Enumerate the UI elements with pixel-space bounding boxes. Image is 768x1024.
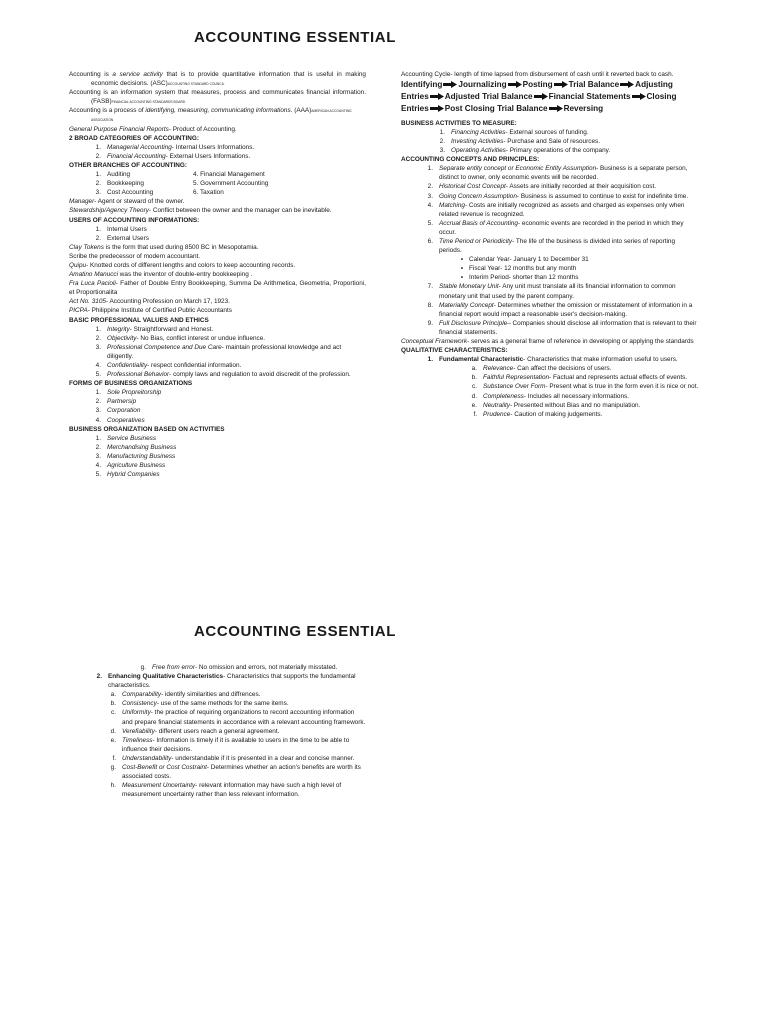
list-text: Manufacturing Business [107, 452, 176, 460]
list-number: 3. [95, 452, 101, 460]
cycle-step: Financial Statements [548, 91, 631, 101]
cycle-step: Adjusted Trial Balance [444, 91, 533, 101]
measure-list [401, 128, 699, 155]
list-item [431, 137, 699, 146]
cycle-definition: Accounting Cycle- length of time lapsed from disbursement of cash until it reverted back to cash. [401, 71, 674, 78]
other-branches-list [69, 170, 366, 197]
list-item [419, 201, 699, 219]
page2-column [88, 663, 366, 799]
list-text: Relevance- Can affect the decisions of users. [483, 365, 612, 373]
list-text: Comparability- identify similarities and diffrences. [122, 691, 261, 699]
list-item [87, 370, 366, 379]
list-item [87, 325, 366, 334]
cycle-step: Journalizing [458, 80, 507, 90]
other-branches-heading: OTHER BRANCHES OF ACCOUNTING: [69, 161, 187, 169]
right-column [401, 70, 699, 419]
list-item [102, 736, 366, 754]
list-number: d. [471, 392, 477, 400]
list-item [419, 282, 699, 300]
left-column [69, 70, 366, 479]
list-number: g. [110, 764, 116, 772]
list-text: Neutrality- Presented without Bias and no manipulation. [483, 401, 641, 409]
list-item [87, 152, 366, 161]
list-item [87, 443, 366, 452]
clay-tokens-line: Clay Tokens is the form that used during 8500 BC in Mesopotamia. [69, 243, 259, 251]
broad-categories-list [69, 143, 366, 161]
periods-list [401, 255, 699, 282]
list-number: 5. [427, 219, 433, 227]
fundamental-list [401, 364, 699, 419]
list-item [463, 373, 699, 382]
list-number: e. [110, 736, 116, 744]
list-text: Going Concern Assumption- Business is assumed to continue to exist for indefinite time. [439, 192, 689, 200]
list-text: Consistency- use of the same methods for the same items. [122, 700, 289, 708]
bullet-item: ▪ Interim Period- shorter than 12 months [460, 274, 579, 282]
list-text: Confidentiality- respect confidential information. [107, 362, 242, 369]
list-number: f. [112, 754, 116, 762]
list-text: Operating Activities- Primary operations of the company. [451, 147, 611, 155]
broad-categories-heading: 2 BROAD CATEGORIES OF ACCOUNTING: [69, 134, 199, 142]
list-number: 5. [95, 371, 101, 379]
list-item [87, 361, 366, 370]
arrow-right-icon [430, 93, 444, 100]
list-text: Professional Behavior- comply laws and regulation to avoid discredit of the profession. [107, 371, 351, 379]
list-text: Matching- Costs are initially recognized as assets and charged as expenses only when related revenue is recognized. [439, 201, 685, 218]
list-number: 7. [427, 283, 433, 291]
list-text: Separate entity concept or Economic Entity Assumption- Business is a separate person, distinct to owner, only economic events will be recorded. [439, 165, 688, 182]
list-text: Corporation [107, 407, 141, 415]
list-item [463, 382, 699, 391]
arrow-right-icon [620, 81, 634, 88]
list-text: External Users [107, 234, 149, 242]
stewardship-line: Stewardship/Agency Theory- Conflict between the owner and the manager can be inevitable. [69, 207, 332, 215]
arrow-right-icon [430, 105, 444, 112]
gpfr-line: General Purpose Financial Reports- Product of Accounting. [69, 125, 237, 133]
activities-heading: BUSINESS ORGANIZATION BASED ON ACTIVITIES [69, 425, 225, 433]
page-title: ACCOUNTING ESSENTIAL [193, 29, 396, 46]
list-number: h. [110, 782, 116, 790]
list-item [102, 763, 366, 781]
list-text: Managerial Accounting- Internal Users Informations. [107, 143, 255, 151]
list-item [87, 406, 366, 415]
list-text: Internal Users [107, 225, 147, 233]
accounting-cycle-flow [401, 79, 699, 115]
list-item [419, 301, 699, 319]
arrow-right-icon [632, 93, 646, 100]
picpa-line: PICPA- Philippine Institute of Certified Public Accountants [69, 307, 232, 315]
list-item: 2. Bookkeeping 5. Government Accounting [95, 180, 269, 188]
users-heading: USERS OF ACCOUNTING INFORMATIONS: [69, 216, 200, 224]
arrow-right-icon [443, 81, 457, 88]
list-item [87, 234, 366, 243]
list-text: Hybrid Companies [107, 471, 160, 479]
list-number: b. [110, 700, 116, 708]
list-text: Prudence- Caution of making judgements. [483, 410, 603, 418]
list-number: 8. [427, 301, 433, 309]
list-item [87, 388, 366, 397]
list-number: 1. [95, 389, 101, 397]
list-number: 2. [439, 137, 445, 145]
list-text: Objectivity- No Bias, conflict interest or undue influence. [107, 334, 266, 342]
list-text: Completeness- Includes all necessary informations. [483, 392, 629, 400]
list-text: Integrity- Straightforward and Honest. [107, 325, 214, 333]
cycle-step: Reversing [563, 103, 604, 113]
cycle-step: Closing Entries [401, 91, 677, 113]
list-number: 4. [95, 362, 101, 369]
list-text: Financing Activities- External sources of funding. [451, 128, 589, 136]
list-item [463, 364, 699, 373]
list-item: 3. Cost Accounting 6. Taxation [95, 189, 224, 197]
list-item [102, 781, 366, 799]
list-item: 1. Auditing 4. Financial Management [95, 171, 265, 179]
list-item [419, 319, 699, 337]
concepts-heading: ACCOUNTING CONCEPTS AND PRINCIPLES: [401, 156, 540, 164]
list-text: Substance Over Form- Present what is true in the form even it is nice or not. [483, 383, 699, 391]
cycle-step: Identifying [401, 80, 443, 90]
list-number: 3. [439, 147, 445, 155]
fundamental-item: 1. Fundamental Characteristic- Characteristics that make information useful to users. [427, 356, 678, 364]
list-item [102, 699, 366, 708]
list-number: d. [110, 727, 116, 735]
list-number: 2. [95, 234, 101, 242]
list-text: Historical Cost Concept- Assets are initially recorded at their acquisition cost. [439, 183, 657, 191]
list-item [419, 192, 699, 201]
list-number: 2. [95, 398, 101, 406]
arrow-right-icon [549, 105, 563, 112]
list-number: 4. [95, 462, 101, 470]
list-item [102, 690, 366, 699]
list-number: 1. [95, 143, 101, 151]
arrow-right-icon [534, 93, 548, 100]
list-number: 1. [95, 225, 101, 233]
quipu-line: Quipu- Knotted cords of different lengths and colors to keep accounting records. [69, 261, 296, 269]
list-item [419, 164, 699, 182]
list-item [431, 128, 699, 137]
forms-heading: FORMS OF BUSINESS ORGANIZATIONS [69, 380, 193, 388]
list-item [463, 401, 699, 410]
list-item [87, 397, 366, 406]
list-item [463, 392, 699, 401]
list-text: Agriculture Business [107, 462, 166, 470]
list-item [87, 143, 366, 152]
list-item [87, 434, 366, 443]
list-number: 2. [95, 334, 101, 342]
manager-line: Manager- Agent or steward of the owner. [69, 198, 185, 206]
list-number: 1. [95, 325, 101, 333]
list-text: Faithful Representation- Factual and represents actual effects of events. [483, 374, 688, 382]
list-item [87, 416, 366, 425]
list-number: 2. [95, 443, 101, 451]
list-number: 5. [95, 471, 101, 479]
definition-fasb: Accounting is an information system that measures, process and communicates financial information. (FASB)FINANCIAL ACCOUNTING STANDARDS BOARD [69, 89, 367, 106]
list-text: Materiality Concept- Determines whether the omission or misstatement of information in a financial report would impact a reasonable user's decision-making. [439, 301, 693, 318]
qualitative-heading: QUALITATIVE CHARACTERISTICS: [401, 347, 508, 355]
list-item [102, 754, 366, 763]
concepts-list-continued [401, 282, 699, 337]
list-item [87, 470, 366, 479]
list-text: Uniformity- the practice of requiring organizations to record accounting information and prepare financial statements in accordance with a relevant accounting framework. [122, 709, 366, 726]
list-text: Verefiability- different users reach a general agreement. [122, 727, 280, 735]
cycle-step: Adjusting Entries [401, 80, 673, 101]
cycle-step: Trial Balance [568, 80, 620, 90]
list-text: Partnersip [107, 398, 137, 406]
list-text: Understandability- understandable if it is presented in a clear and concise manner. [122, 754, 355, 762]
measure-heading: BUSINESS ACTIVITIES TO MEASURE: [401, 119, 517, 127]
list-number: 6. [427, 237, 433, 245]
list-number: 4. [95, 416, 101, 424]
list-item [419, 182, 699, 191]
list-number: 1. [427, 165, 433, 173]
activities-list [69, 434, 366, 479]
list-number: 1. [95, 434, 101, 442]
bullet-item: ▪ Fiscal Year- 12 months but any month [460, 265, 577, 273]
enhancing-list [88, 690, 366, 799]
bullet-item: ▪ Calendar Year- January 1 to December 31 [460, 256, 589, 264]
arrow-right-icon [508, 81, 522, 88]
list-number: a. [471, 365, 477, 373]
arrow-right-icon [554, 81, 568, 88]
amatino-line: Amatino Manucci was the inventor of double-entry bookkeeping . [69, 271, 253, 279]
list-number: 9. [427, 319, 433, 327]
list-number: c. [111, 709, 116, 717]
list-text: Time Period or Periodicity- The life of the business is divided into series of reporting periods. [439, 237, 676, 255]
list-number: 1. [439, 128, 445, 136]
list-item [419, 219, 699, 237]
users-list [69, 225, 366, 243]
list-text: Timeliness- Information is timely if it is available to users in the time to be able to influence their decisions. [122, 736, 350, 753]
list-number: 4. [427, 201, 433, 209]
list-text: Measurement Uncertainty- relevant information may have such a high level of measurement uncertainty rather than less relevant information. [122, 782, 342, 799]
pacioli-line: Fra Luca Pacioli- Father of Double Entry Bookkeeping, Summa De Arithmetica, Geometria, Proportioni, et Proportionalita [69, 280, 366, 297]
list-item [463, 410, 699, 419]
list-number: a. [110, 691, 116, 699]
list-text: Full Disclosure Principle– Companies should disclose all information that is relevant to their financial statements. [439, 319, 697, 336]
enhancing-item: 2. Enhancing Qualitative Characteristics- Characteristics that supports the fundamental characteristics. [96, 673, 356, 690]
list-text: Financial Accounting- External Users Informations. [107, 152, 251, 160]
definition-asc: Accounting is a service activity that is to provide quantitative information that is useful in making economic decisions. (ASC)ACCOUNTING STANDARD COUNCIL [69, 71, 366, 88]
conceptual-framework-line: Conceptual Framework- serves as a general frame of reference in developing or applying the standards [401, 338, 694, 346]
list-item [87, 452, 366, 461]
list-text: Investing Activities- Purchase and Sale of resources. [451, 137, 600, 145]
list-number: 3. [95, 343, 101, 351]
values-list [69, 325, 366, 380]
list-text: Cooperatives [107, 416, 145, 424]
list-item [87, 461, 366, 470]
cycle-step: Post Closing Trial Balance [444, 103, 548, 113]
values-heading: BASIC PROFESSIONAL VALUES AND ETHICS [69, 316, 209, 324]
list-text: Service Business [107, 434, 157, 442]
list-number: 2. [427, 183, 433, 191]
list-item [102, 708, 366, 726]
list-number: c. [472, 383, 477, 391]
act-line: Act No. 3105- Accounting Profession on March 17, 1923. [69, 298, 230, 306]
list-text: Sole Propreitorship [107, 389, 162, 397]
list-number: e. [471, 401, 477, 409]
list-item [102, 727, 366, 736]
list-number: 3. [95, 407, 101, 415]
concepts-list [401, 164, 699, 255]
list-item [431, 146, 699, 155]
list-text: Accrual Basis of Accounting- economic events are recorded in the period in which they occur. [439, 219, 684, 236]
list-text: Cost-Benefit or Cost Costraint- Determines whether an action's benefits are worth its associated costs. [122, 764, 361, 781]
forms-list [69, 388, 366, 424]
list-item [419, 237, 699, 255]
list-text: Professional Competence and Due Care- maintain professional knowledge and act diligently. [107, 343, 342, 360]
list-text: Merchandising Business [107, 443, 177, 451]
list-item [87, 343, 366, 361]
list-number: b. [471, 374, 477, 382]
list-number: 2. [95, 152, 101, 160]
definition-aaa: Accounting is a process of identifying, measuring, communicating informations. (AAA)AMERICAN ACCOUNTING ASSOCIATION [69, 107, 352, 123]
page2-title: ACCOUNTING ESSENTIAL [193, 623, 396, 640]
list-item [87, 225, 366, 234]
cycle-step: Posting [522, 80, 553, 90]
scribe-line: Scribe the predecessor of modern accountant. [69, 252, 201, 260]
list-number: f. [473, 410, 477, 418]
free-from-error-item: g. Free from error- No omission and errors, not materially misstated. [140, 664, 338, 671]
list-text: Stable Monetary Unit- Any unit must translate all its financial information to common monetary unit that used by the parent company. [439, 283, 676, 300]
list-number: 3. [427, 192, 433, 200]
list-item [87, 334, 366, 343]
